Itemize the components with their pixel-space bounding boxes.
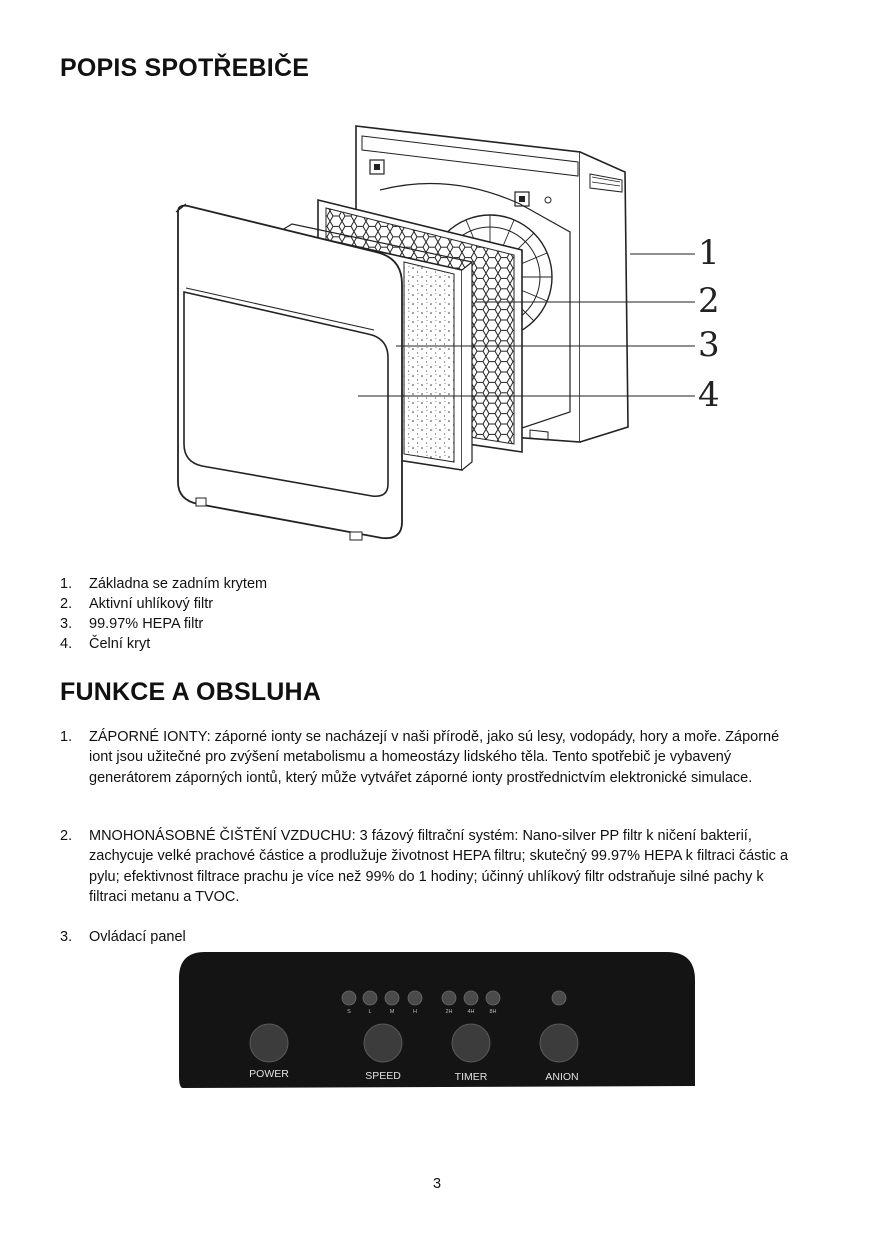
anion-label: ANION bbox=[545, 1071, 579, 1083]
led-anion bbox=[552, 991, 566, 1005]
label-timer-8h: 8H bbox=[489, 1009, 497, 1015]
list-item: 1. Základna se zadním krytem bbox=[60, 576, 268, 592]
power-button[interactable] bbox=[250, 1024, 288, 1062]
label-timer-4h: 4H bbox=[467, 1009, 475, 1015]
label-speed-m: M bbox=[389, 1009, 395, 1015]
led-timer-8h bbox=[486, 991, 500, 1005]
control-panel-image bbox=[177, 950, 697, 1092]
label-speed-s: S bbox=[347, 1009, 351, 1015]
led-speed-s bbox=[342, 991, 356, 1005]
function-item-control-panel: 3. Ovládací panel bbox=[60, 929, 186, 945]
function-item-negative-ions: 1. ZÁPORNÉ IONTY: záporné ionty se nacházejí v naši přírodě, jako sú lesy, vodopády, hory a moře. Záporné iont jsou užitečné pro zvýšení metabolismu a homeostázy lidského těla. Tento spotřebič je vybavený generátorem záporných iontů, který může vytvářet záporné ionty prostřednictvím elektronické simulace. bbox=[60, 729, 780, 786]
callout-3: 3 bbox=[698, 325, 720, 365]
callout-1: 1 bbox=[698, 233, 720, 273]
parts-list bbox=[60, 574, 267, 654]
label-speed-h: H bbox=[413, 1009, 417, 1015]
led-speed-l bbox=[363, 991, 377, 1005]
led-timer-2h bbox=[442, 991, 456, 1005]
led-speed-m bbox=[385, 991, 399, 1005]
led-speed-h bbox=[408, 991, 422, 1005]
callout-2: 2 bbox=[698, 281, 720, 321]
led-timer-4h bbox=[464, 991, 478, 1005]
list-item: 2. Aktivní uhlíkový filtr bbox=[60, 596, 214, 612]
page-number: 3 bbox=[432, 1176, 442, 1192]
list-item: 3. 99.97% HEPA filtr bbox=[60, 616, 204, 632]
function-item-air-purification: 2. MNOHONÁSOBNÉ ČIŠTĚNÍ VZDUCHU: 3 fázový filtrační systém: Nano-silver PP filtr k ničení bakterií, zachycuje velké prachové částice a prodlužuje životnost HEPA filtru; skutečný 99.97% HEPA k filtraci částic a pylu; efektivnost filtrace prachu je více než 99% do 1 hodiny; účinný uhlíkový filtr odstraňuje silné pachy k filtraci metanu a TVOC. bbox=[60, 828, 789, 905]
anion-button[interactable] bbox=[540, 1024, 578, 1062]
label-speed-l: L bbox=[368, 1009, 372, 1015]
label-timer-2h: 2H bbox=[445, 1009, 453, 1015]
exploded-purifier-diagram bbox=[150, 112, 730, 552]
front-cover bbox=[176, 204, 402, 540]
speed-button[interactable] bbox=[364, 1024, 402, 1062]
timer-button[interactable] bbox=[452, 1024, 490, 1062]
power-label: POWER bbox=[249, 1068, 289, 1080]
speed-label: SPEED bbox=[365, 1070, 401, 1082]
list-item: 4. Čelní kryt bbox=[60, 636, 151, 652]
section-title-description: POPIS SPOTŘEBIČE bbox=[60, 54, 310, 82]
section-title-functions: FUNKCE A OBSLUHA bbox=[60, 678, 322, 706]
timer-label: TIMER bbox=[454, 1071, 488, 1083]
callout-4: 4 bbox=[698, 375, 720, 415]
